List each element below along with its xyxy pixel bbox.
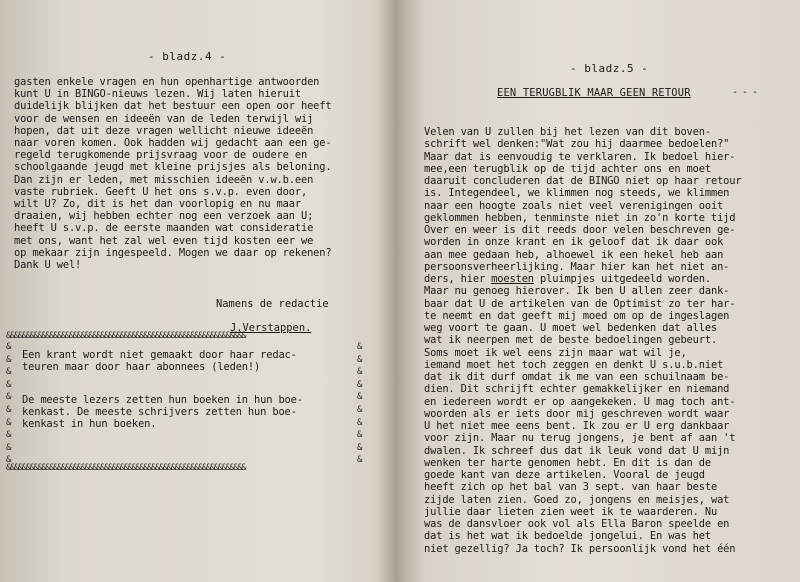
article-body-part: pluimpjes uitgedeeld worden. Maar nu genoeg hierover. Ik ben U allen zeer dank- baar dat U de artikelen van de Optimist zo ter har- te neemt en dat geeft mij moed om op de ingeslagen weg voort te gaan. U moet wel bedenken dat alles wat ik neerpen met de beste bedoelingen gebeurt. Soms moet ik wel eens zijn maar wat wil je, iemand moet het toch zeggen en denkt U s.u.b.niet dat ik dit durf omdat ik me van een schuilnaam be- dien. Dit schrijft echter gemakkelijker en niemand en iedereen wordt er op aangekeken. U mag toch ant- woorden als er iets door mij geschreven wordt waar U het niet mee eens bent. Ik zou er U erg dankbaar voor zijn. Maar nu terug jongens, je bent af aan 't dwalen. Ik schreef dus dat ik leuk vond dat U mijn wenken ter harte genomen hebt. En dit is dan de goede kant van deze artikelen. Vooral de jeugd heeft zich op het bal van 3 sept. van haar beste zijde laten zien. Goed zo, jongens en meisjes, wat jullie daar lieten zien weet ik te waarderen. Nu was de dansvloer ook vol als Ella Baron speelde en dat is het wat ik bedoelde jongelui. En was het niet gezellig? Ja toch? Ik persoonlijk vond het één [424, 273, 736, 555]
boxed-quote: Een krant wordt niet gemaakt door haar redac- teuren maar door haar abonnees (leden!) [22, 349, 297, 374]
ampersand-border-top: &&&&&&&&&&&&&&&&&&&&&&&&&&&&&&&&&&&&&&&&&&&&&&&&&&&&&&&&&&&&& [6, 331, 246, 341]
heading-mark: - - - [732, 87, 758, 98]
underlined-word: moesten [491, 273, 534, 285]
signature-line: Namens de redactie [216, 298, 329, 310]
article-body-part: Velen van U zullen bij het lezen van dit boven- schrift wel denken:"Wat zou hij daarmee bedoelen?" Maar dat is eenvoudig te verklaren. Ik bedoel hier- mee,een terugblik op de tijd achter ons en moet daaruit concluderen dat de BINGO niet op haar retour is. Integendeel, we klimmen nog steeds, we klimmen naar een hoogte zoals niet veel verenigingen ooit geklommen hebben, tenminste niet in zo'n korte tijd Over en weer is dit reeds door velen beschreven ge- worden in onze krant en ik geloof dat ik daar ook aan mee gedaan heb, alhoewel ik een hekel heb aan persoonsverheerlijking. Maar hier kan het niet an- ders, hier [424, 126, 742, 285]
article-body [424, 126, 742, 555]
body-text: gasten enkele vragen en hun openhartige antwoorden kunt U in BINGO-nieuws lezen. Wij laten hieruit duidelijk blijken dat het bestuur een open oor heeft voor de wensen en ideeën van de leden terwijl wij hopen, dat uit deze vragen wellicht nieuwe ideeën naar voren komen. Ook hadden wij gedacht aan een ge- regeld terugkomende prijsvraag voor de oudere en schoolgaande jeugd met kleine prijsjes als beloning. Dan zijn er leden, met misschien ideeën v.w.b.een vaste rubriek. Geeft U het ons s.v.p. even door, wilt U? Zo, dit is het dan voorlopig en nu maar draaien, wij hebben echter nog een verzoek aan U; heeft U s.v.p. de eerste maanden wat consideratie met ons, want het zal wel even tijd kosten eer we op mekaar zijn ingespeeld. Mogen we daar op rekenen? Dank U wel! [14, 76, 332, 272]
page-number: - bladz.5 - [570, 62, 649, 75]
ampersand-border-left: & & & & & & & & & & [6, 342, 12, 466]
right-page [402, 0, 800, 582]
boxed-quote: De meeste lezers zetten hun boeken in hun boe- kenkast. De meeste schrijvers zetten hun boe- kenkast in hun boeken. [22, 394, 303, 431]
signature-name: J.Verstappen. [230, 322, 312, 334]
left-page [0, 0, 398, 582]
ampersand-border-right: & & & & & & & & & & [357, 342, 363, 466]
page-number: - bladz.4 - [148, 50, 227, 63]
ampersand-border-bottom: &&&&&&&&&&&&&&&&&&&&&&&&&&&&&&&&&&&&&&&&&&&&&&&&&&&&&&&&&&&&& [6, 463, 246, 473]
article-heading: EEN TERUGBLIK MAAR GEEN RETOUR [497, 87, 691, 99]
